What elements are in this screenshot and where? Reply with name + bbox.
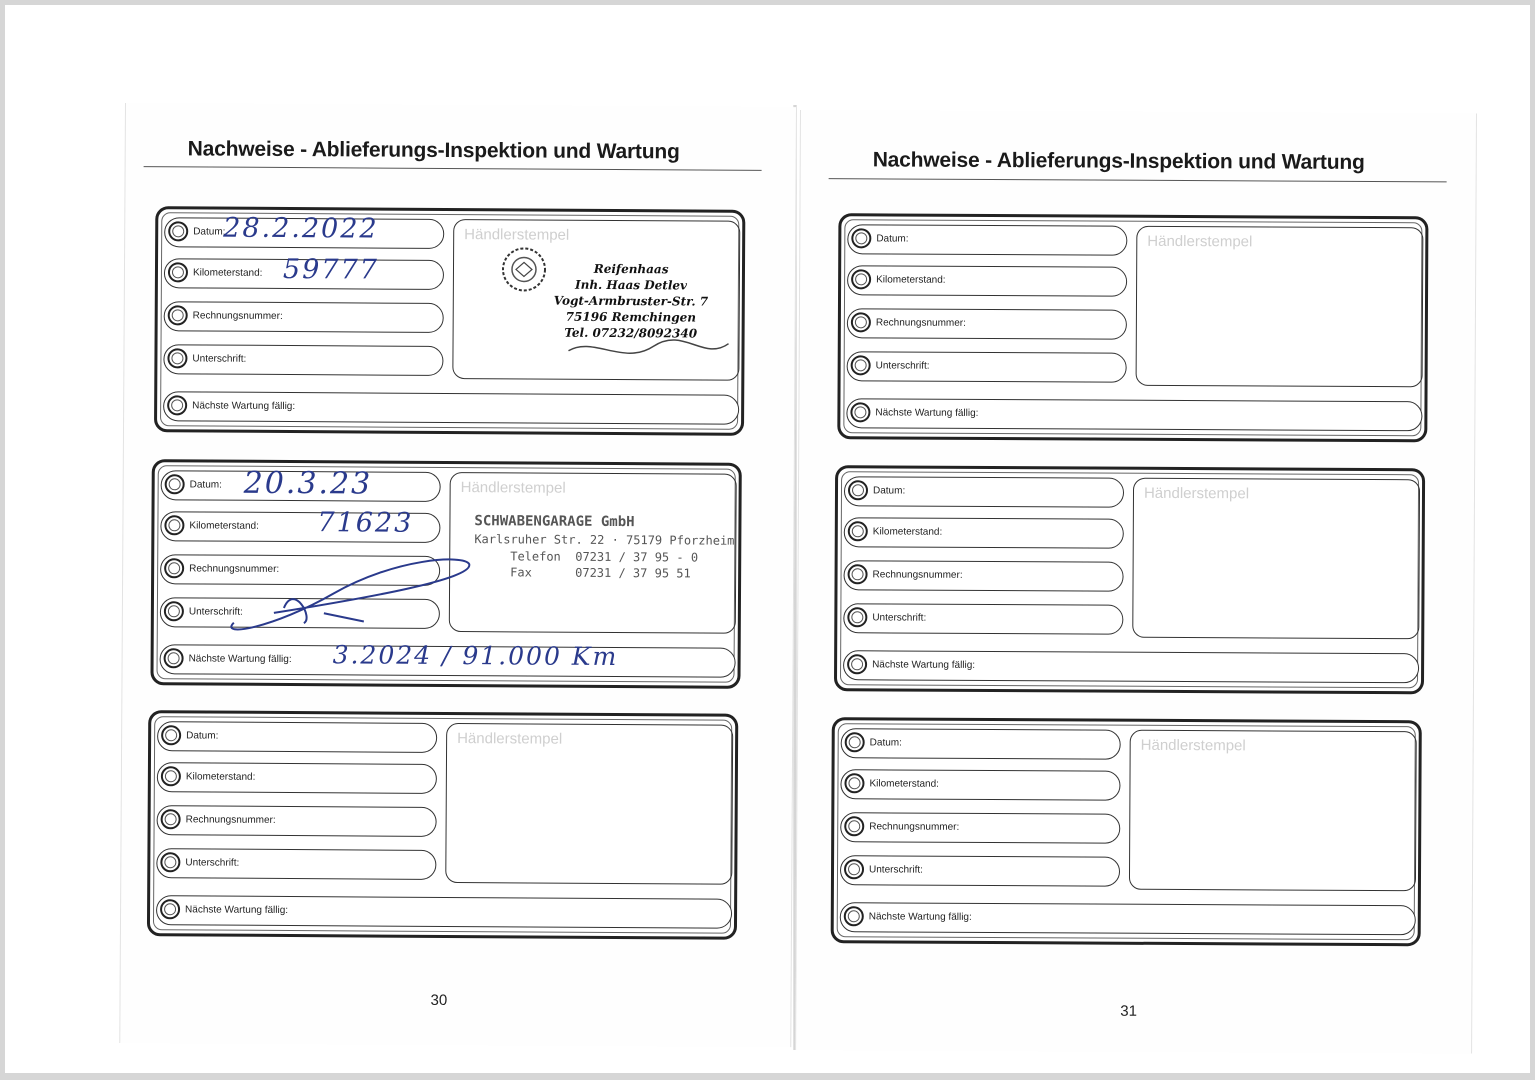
datum-field[interactable] <box>847 224 1127 255</box>
datum-value: 28.2.2022 <box>223 212 379 245</box>
page-number: 30 <box>430 991 448 1009</box>
entry-card-3 <box>147 710 738 940</box>
reifenhaas-stamp <box>554 261 709 342</box>
naechste-wartung-field[interactable] <box>840 902 1416 935</box>
kilometerstand-label: Kilometerstand: <box>185 771 256 783</box>
naechste-wartung-label: Nächste Wartung fällig: <box>185 904 289 917</box>
entry-card-2 <box>150 459 741 689</box>
checkbox-circle[interactable] <box>168 221 188 241</box>
datum-label: Datum: <box>189 479 222 491</box>
checkbox-circle[interactable] <box>848 521 868 541</box>
kilometerstand-label: Kilometerstand: <box>189 520 259 532</box>
kilometerstand-field[interactable] <box>844 517 1124 548</box>
unterschrift-field[interactable] <box>847 351 1127 382</box>
checkbox-circle[interactable] <box>851 269 871 289</box>
checkbox-circle[interactable] <box>851 228 871 248</box>
kilometerstand-value: 59777 <box>282 253 379 286</box>
haendlerstempel-box <box>1129 730 1417 892</box>
naechste-wartung-value: 3.2024 / 91.000 Km <box>332 640 619 672</box>
entry-card-1 <box>837 213 1428 442</box>
checkbox-circle[interactable] <box>851 355 871 375</box>
stamp-line: 75196 Remchingen <box>565 309 697 325</box>
rechnungsnummer-field[interactable] <box>843 560 1123 591</box>
rechnungsnummer-field[interactable] <box>164 301 444 333</box>
naechste-wartung-field[interactable] <box>843 650 1419 683</box>
kilometerstand-label: Kilometerstand: <box>872 526 943 538</box>
rechnungsnummer-field[interactable] <box>157 805 437 837</box>
kilometerstand-field[interactable] <box>164 253 444 290</box>
kilometerstand-field[interactable] <box>840 769 1120 800</box>
checkbox-circle[interactable] <box>168 262 188 282</box>
datum-label: Datum: <box>186 730 219 742</box>
checkbox-circle[interactable] <box>851 312 871 332</box>
page-title: Nachweise - Ablieferungs-Inspektion und Wartung <box>872 148 1365 174</box>
datum-label: Datum: <box>872 485 906 497</box>
checkbox-circle[interactable] <box>844 773 864 793</box>
unterschrift-label: Unterschrift: <box>868 864 923 876</box>
datum-field[interactable] <box>844 476 1124 507</box>
haendlerstempel-box <box>445 723 733 885</box>
entry-card-2 <box>834 465 1425 694</box>
rechnungsnummer-label: Rechnungsnummer: <box>869 821 960 833</box>
haendlerstempel-box <box>1132 478 1420 640</box>
haendlerstempel-label: Händlerstempel <box>460 479 566 497</box>
naechste-wartung-label: Nächste Wartung fällig: <box>872 659 976 671</box>
title-rule <box>829 178 1447 182</box>
kilometerstand-value: 71623 <box>317 507 414 539</box>
datum-field[interactable] <box>161 465 441 502</box>
checkbox-circle[interactable] <box>160 899 180 919</box>
haendlerstempel-label: Händlerstempel <box>1147 232 1253 251</box>
datum-field[interactable] <box>164 212 444 249</box>
checkbox-circle[interactable] <box>167 348 187 368</box>
checkbox-circle[interactable] <box>167 395 187 415</box>
checkbox-circle[interactable] <box>161 809 181 829</box>
kilometerstand-field[interactable] <box>847 265 1127 296</box>
rechnungsnummer-label: Rechnungsnummer: <box>872 569 963 581</box>
checkbox-circle[interactable] <box>161 766 181 786</box>
haendlerstempel-label: Händlerstempel <box>464 226 570 244</box>
checkbox-circle[interactable] <box>847 607 867 627</box>
rechnungsnummer-label: Rechnungsnummer: <box>875 317 966 329</box>
stamp-line: Reifenhaas <box>593 261 669 277</box>
checkbox-circle[interactable] <box>168 305 188 325</box>
unterschrift-label: Unterschrift: <box>188 606 243 618</box>
rechnungsnummer-field[interactable] <box>847 308 1127 339</box>
checkbox-circle[interactable] <box>848 480 868 500</box>
naechste-wartung-field[interactable] <box>156 895 732 929</box>
stamp-line: Tel. 07232/8092340 <box>564 325 698 341</box>
rechnungsnummer-field[interactable] <box>840 812 1120 843</box>
naechste-wartung-field[interactable] <box>160 640 736 678</box>
stamp-fax: Fax 07231 / 37 95 51 <box>510 565 691 581</box>
kilometerstand-field[interactable] <box>160 507 440 543</box>
unterschrift-label: Unterschrift: <box>192 353 247 365</box>
kilometerstand-label: Kilometerstand: <box>876 274 946 286</box>
checkbox-circle[interactable] <box>165 474 185 494</box>
stamp-company: SCHWABENGARAGE GmbH <box>474 513 635 531</box>
kilometerstand-label: Kilometerstand: <box>869 778 939 790</box>
rechnungsnummer-label: Rechnungsnummer: <box>189 563 280 575</box>
stamp-phone: Telefon 07231 / 37 95 - 0 <box>510 549 699 565</box>
datum-label: Datum: <box>876 233 909 245</box>
haendlerstempel-label: Händlerstempel <box>1140 736 1246 755</box>
checkbox-circle[interactable] <box>844 906 864 926</box>
page-number: 31 <box>1120 1002 1138 1020</box>
datum-label: Datum: <box>869 737 902 749</box>
checkbox-circle[interactable] <box>850 402 870 422</box>
naechste-wartung-label: Nächste Wartung fällig: <box>188 653 292 666</box>
page-title: Nachweise - Ablieferungs-Inspektion und Wartung <box>187 137 680 164</box>
unterschrift-field[interactable] <box>843 603 1123 634</box>
checkbox-circle[interactable] <box>844 816 864 836</box>
page-30 <box>119 103 797 1047</box>
haendlerstempel-box <box>452 219 740 381</box>
checkbox-circle[interactable] <box>848 564 868 584</box>
checkbox-circle[interactable] <box>847 654 867 674</box>
haendlerstempel-box <box>449 472 737 634</box>
datum-field[interactable] <box>157 721 437 753</box>
naechste-wartung-field[interactable] <box>163 391 739 425</box>
unterschrift-field[interactable] <box>163 344 443 376</box>
checkbox-circle[interactable] <box>164 601 184 621</box>
kilometerstand-field[interactable] <box>157 762 437 794</box>
checkbox-circle[interactable] <box>164 515 184 535</box>
stamp-line: Vogt-Armbruster-Str. 7 <box>553 293 709 309</box>
haendlerstempel-label: Händlerstempel <box>1143 484 1250 503</box>
checkbox-circle[interactable] <box>164 648 184 668</box>
naechste-wartung-label: Nächste Wartung fällig: <box>192 400 296 413</box>
signature-scribble-icon <box>563 331 733 372</box>
stamp-line: Inh. Haas Detlev <box>574 277 688 293</box>
entry-card-1 <box>154 206 745 436</box>
datum-field[interactable] <box>841 728 1121 759</box>
checkbox-circle[interactable] <box>844 859 864 879</box>
kilometerstand-label: Kilometerstand: <box>192 267 263 279</box>
naechste-wartung-label: Nächste Wartung fällig: <box>868 911 972 923</box>
handwritten-signature-icon <box>214 543 485 645</box>
unterschrift-label: Unterschrift: <box>185 857 240 869</box>
unterschrift-field[interactable] <box>156 848 436 880</box>
checkbox-circle[interactable] <box>160 852 180 872</box>
checkbox-circle[interactable] <box>845 732 865 752</box>
unterschrift-field[interactable] <box>840 855 1120 886</box>
unterschrift-label: Unterschrift: <box>875 360 930 372</box>
title-rule <box>144 166 762 171</box>
rechnungsnummer-label: Rechnungsnummer: <box>185 814 276 826</box>
rechnungsnummer-label: Rechnungsnummer: <box>192 310 283 322</box>
naechste-wartung-label: Nächste Wartung fällig: <box>875 407 979 419</box>
haendlerstempel-box <box>1136 226 1424 388</box>
unterschrift-label: Unterschrift: <box>872 612 927 624</box>
entry-card-3 <box>831 717 1422 946</box>
checkbox-circle[interactable] <box>161 725 181 745</box>
datum-label: Datum: <box>193 226 226 238</box>
stamp-address: Karlsruher Str. 22 · 75179 Pforzheim <box>474 532 735 548</box>
datum-value: 20.3.23 <box>243 465 373 502</box>
haendlerstempel-label: Händlerstempel <box>457 730 563 748</box>
naechste-wartung-field[interactable] <box>846 398 1422 431</box>
checkbox-circle[interactable] <box>164 558 184 578</box>
round-stamp-icon <box>496 244 552 294</box>
page-31 <box>795 110 1477 1054</box>
